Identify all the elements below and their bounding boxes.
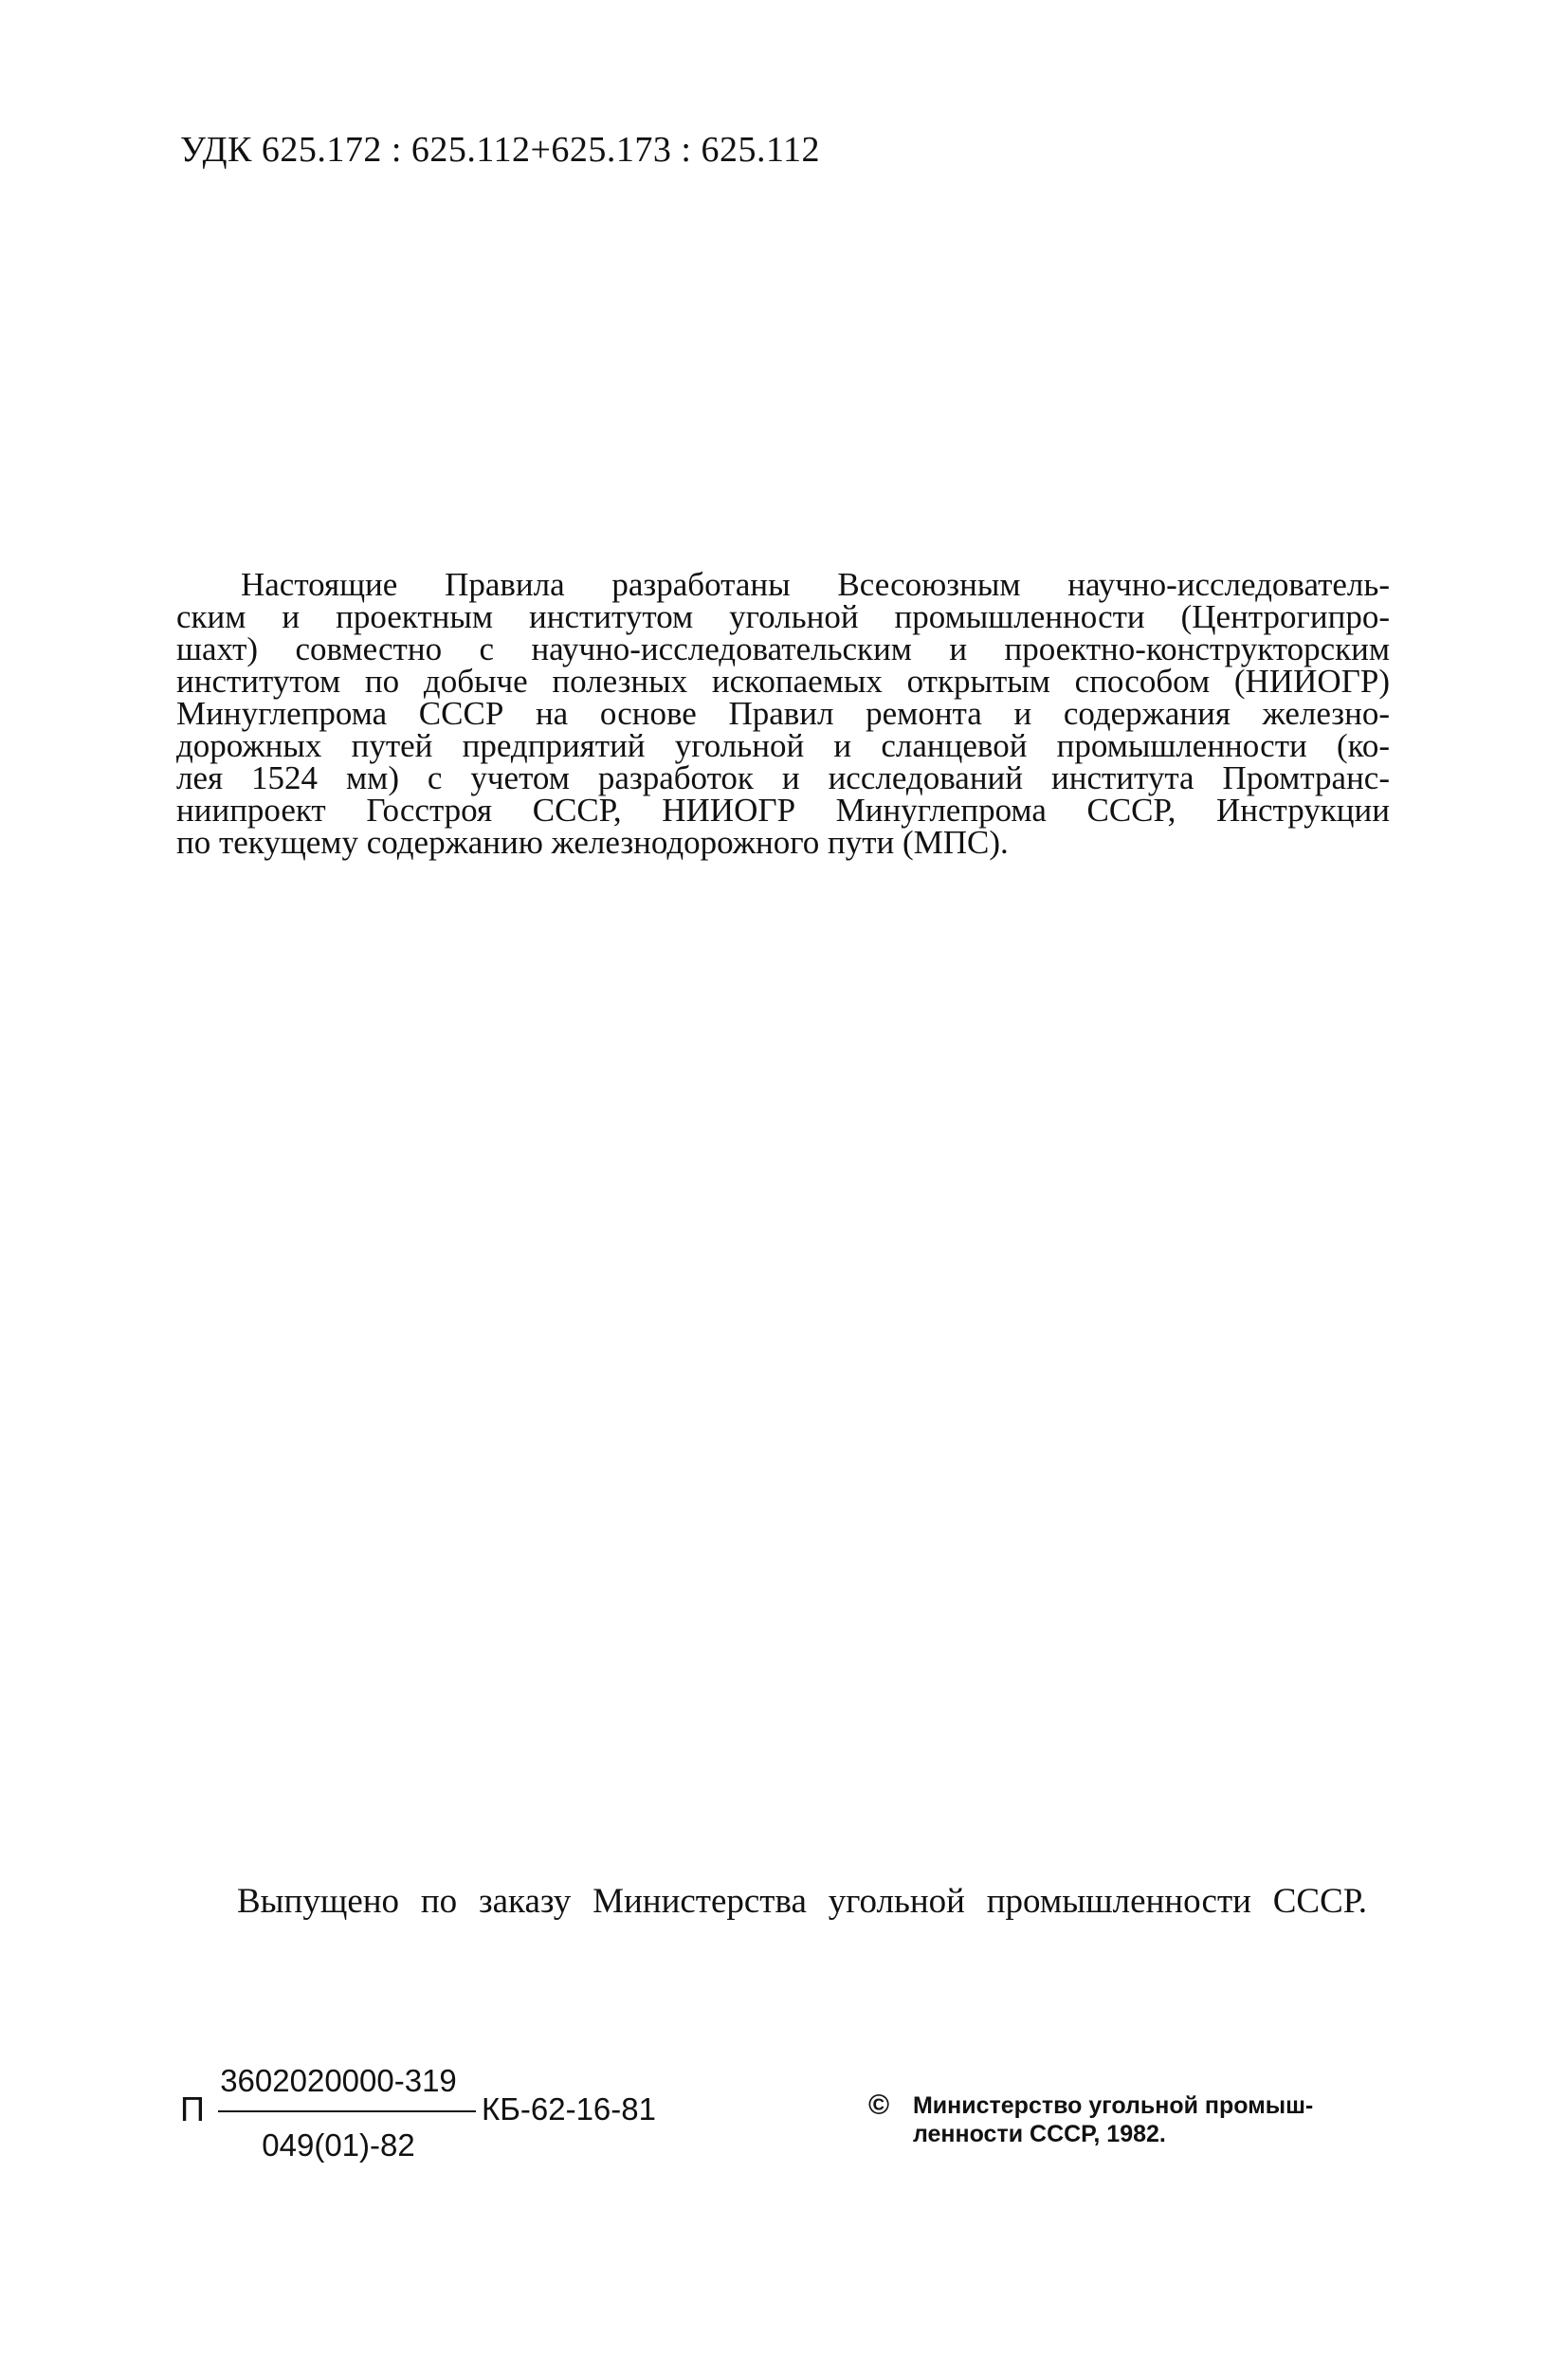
intro-line: лея 1524 мм) с учетом разработок и исследований института Промтранс- — [176, 759, 1390, 796]
code-reference: КБ-62-16-81 — [482, 2091, 656, 2127]
copyright-icon: © — [868, 2090, 890, 2121]
code-numerator: 3602020000-319 — [220, 2063, 457, 2098]
fraction-line — [218, 2110, 476, 2112]
intro-paragraph — [176, 566, 1390, 861]
intro-line: Минуглепрома СССР на основе Правил ремонта и содержания железно- — [176, 695, 1390, 732]
released-note: Выпущено по заказу Министерства угольной промышленности СССР. — [237, 1882, 1367, 1921]
copyright-line: ленности СССР, 1982. — [912, 2121, 1166, 2147]
copyright-line: Министерство угольной промыш- — [912, 2092, 1314, 2119]
intro-line: шахт) совместно с научно-исследовательским и проектно-конструкторским — [176, 630, 1390, 667]
intro-line: Настоящие Правила разработаны Всесоюзным научно-исследователь- — [241, 566, 1390, 603]
intro-line: ским и проектным институтом угольной промышленности (Центрогипро- — [176, 598, 1390, 635]
copyright-text — [913, 2091, 1377, 2148]
intro-line: по текущему содержанию железнодорожного пути (МПС). — [176, 824, 1009, 861]
intro-line: институтом по добыче полезных ископаемых открытым способом (НИИОГР) — [176, 663, 1390, 700]
intro-line: дорожных путей предприятий угольной и сланцевой промышленности (ко- — [176, 727, 1390, 764]
code-denominator: 049(01)-82 — [262, 2127, 415, 2163]
udk-classification: УДК 625.172 : 625.112+625.173 : 625.112 — [180, 130, 821, 170]
code-letter: П — [180, 2090, 205, 2128]
copyright-notice — [868, 2091, 1380, 2148]
intro-line: ниипроект Госстроя СССР, НИИОГР Минуглепрома СССР, Инструкции — [176, 792, 1390, 829]
publication-code — [180, 2057, 711, 2171]
